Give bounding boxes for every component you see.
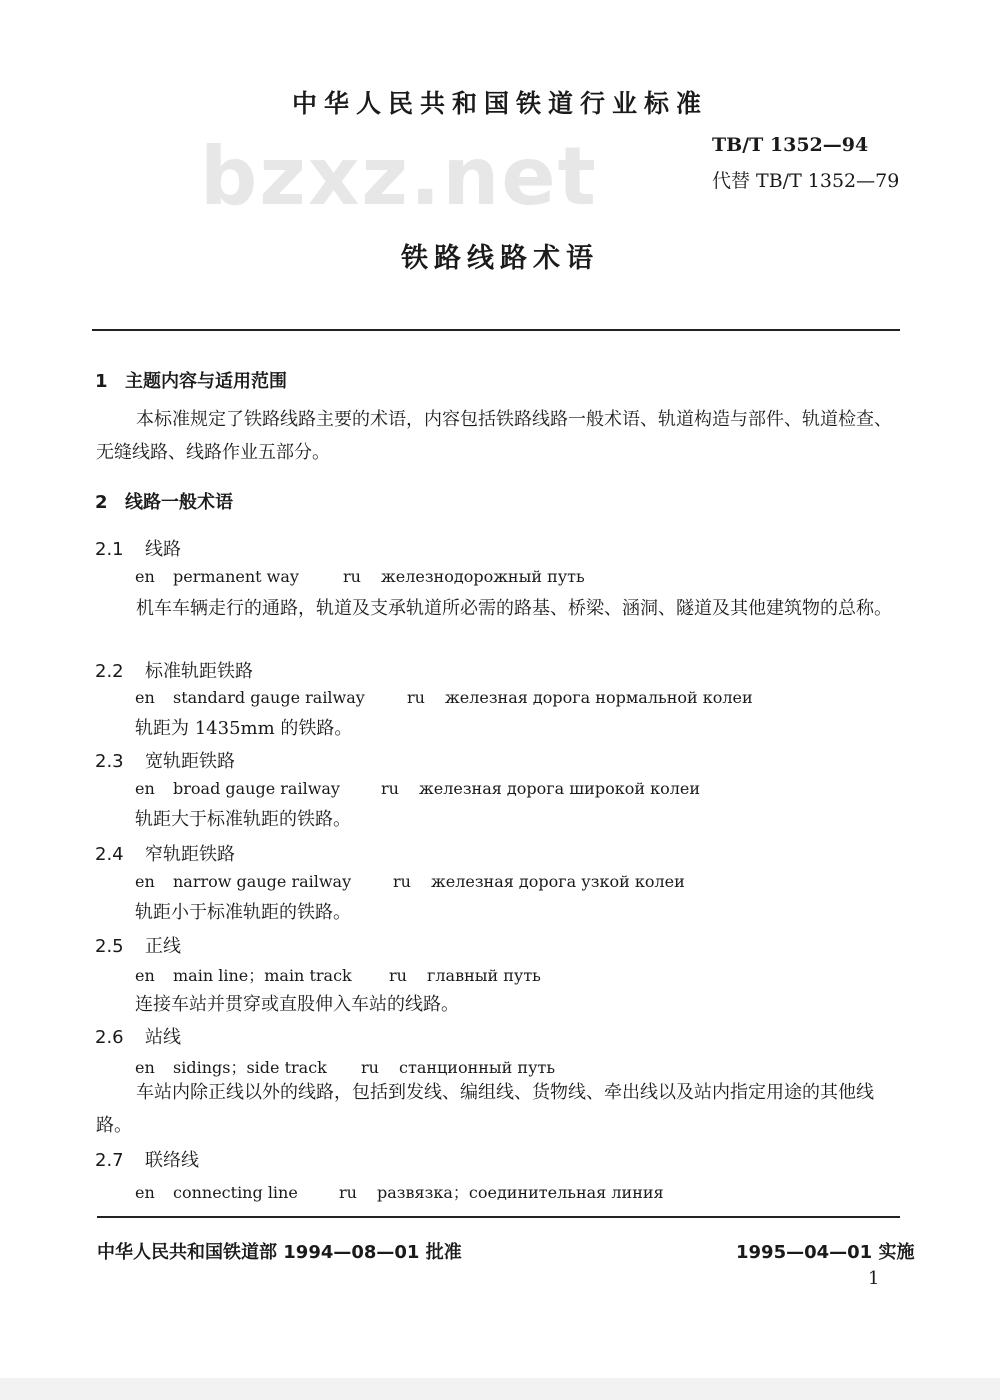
term-definition: 轨距为 1435mm 的铁路。 — [135, 718, 353, 739]
term-ru: развязка；соединительная линия — [377, 1183, 664, 1202]
term-en: sidings；side track — [173, 1058, 327, 1077]
term-number: 2.7 — [95, 1150, 124, 1171]
section-title: 主题内容与适用范围 — [125, 371, 287, 392]
section-number: 2 — [95, 492, 108, 513]
lang-code-en: en — [135, 872, 155, 891]
lang-code-en: en — [135, 1183, 155, 1202]
lang-code-en: en — [135, 779, 155, 798]
term-number: 2.5 — [95, 936, 124, 957]
term-heading — [95, 535, 181, 561]
section-1-heading — [95, 367, 287, 393]
lang-code-ru: ru — [389, 966, 407, 985]
term-en: connecting line — [173, 1183, 298, 1202]
term-number: 2.6 — [95, 1027, 124, 1048]
term-number: 2.1 — [95, 539, 124, 560]
lang-code-ru: ru — [339, 1183, 357, 1202]
standard-number: TB/T 1352—94 — [712, 134, 869, 156]
term-en: standard gauge railway — [173, 688, 365, 707]
term-equivalents — [135, 688, 753, 707]
section-title: 线路一般术语 — [125, 492, 233, 513]
term-equivalents — [135, 1180, 664, 1203]
term-number: 2.2 — [95, 661, 124, 682]
lang-code-en: en — [135, 966, 155, 985]
term-ru: железная дорога нормальной колеи — [445, 688, 753, 707]
term-ru: железнодорожный путь — [381, 567, 585, 586]
lang-code-en: en — [135, 1058, 155, 1077]
term-heading — [95, 1023, 181, 1049]
term-name: 正线 — [145, 936, 181, 957]
term-ru: станционный путь — [399, 1058, 556, 1077]
term-ru: железная дорога узкой колеи — [431, 872, 685, 891]
term-heading — [95, 840, 235, 866]
lang-code-ru: ru — [393, 872, 411, 891]
term-name: 线路 — [145, 539, 181, 560]
replaces-standard: 代替 TB/T 1352—79 — [712, 170, 900, 192]
footer-divider — [97, 1216, 900, 1218]
lang-code-en: en — [135, 567, 155, 586]
top-divider — [92, 329, 900, 331]
term-en: permanent way — [173, 567, 299, 586]
approval-note: 中华人民共和国铁道部 1994—08—01 批准 — [97, 1242, 462, 1263]
term-name: 宽轨距铁路 — [145, 751, 235, 772]
section-number: 1 — [95, 371, 108, 392]
issuer-title: 中华人民共和国铁道行业标准 — [291, 89, 708, 118]
term-equivalents — [135, 567, 585, 586]
term-heading — [95, 1146, 199, 1172]
term-en: main line；main track — [173, 966, 352, 985]
term-definition: 轨距小于标准轨距的铁路。 — [135, 902, 351, 923]
lang-code-en: en — [135, 688, 155, 707]
term-en: narrow gauge railway — [173, 872, 352, 891]
term-equivalents — [135, 963, 541, 986]
term-ru: железная дорога широкой колеи — [419, 779, 701, 798]
term-definition: 连接车站并贯穿或直股伸入车站的线路。 — [135, 994, 459, 1015]
term-definition: 车站内除正线以外的线路，包括到发线、编组线、货物线、牵出线以及站内指定用途的其他线路。 — [96, 1082, 874, 1136]
term-name: 窄轨距铁路 — [145, 844, 235, 865]
term-heading — [95, 657, 253, 683]
term-name: 联络线 — [145, 1150, 199, 1171]
term-name: 站线 — [145, 1027, 181, 1048]
section-1-paragraph: 本标准规定了铁路线路主要的术语，内容包括铁路线路一般术语、轨道构造与部件、轨道检查、无缝线路、线路作业五部分。 — [96, 409, 892, 463]
term-ru: главный путь — [427, 966, 541, 985]
lang-code-ru: ru — [361, 1058, 379, 1077]
lang-code-ru: ru — [343, 567, 361, 586]
lang-code-ru: ru — [407, 688, 425, 707]
term-definition: 轨距大于标准轨距的铁路。 — [135, 809, 351, 830]
page-number: 1 — [868, 1268, 880, 1289]
term-name: 标准轨距铁路 — [145, 661, 253, 682]
document-title: 铁路线路术语 — [401, 243, 599, 274]
term-en: broad gauge railway — [173, 779, 340, 798]
implementation-date: 1995—04—01 实施 — [736, 1242, 915, 1263]
term-heading — [95, 932, 181, 958]
term-equivalents — [135, 872, 685, 891]
term-definition: 机车车辆走行的通路，轨道及支承轨道所必需的路基、桥梁、涵洞、隧道及其他建筑物的总称。 — [136, 598, 892, 619]
term-equivalents — [135, 779, 700, 798]
term-heading — [95, 747, 235, 773]
lang-code-ru: ru — [381, 779, 399, 798]
section-2-heading — [95, 488, 233, 514]
term-number: 2.4 — [95, 844, 124, 865]
term-number: 2.3 — [95, 751, 124, 772]
term-equivalents — [135, 1055, 555, 1078]
scan-edge — [0, 1378, 1000, 1400]
watermark: bzxz.net — [200, 130, 598, 223]
